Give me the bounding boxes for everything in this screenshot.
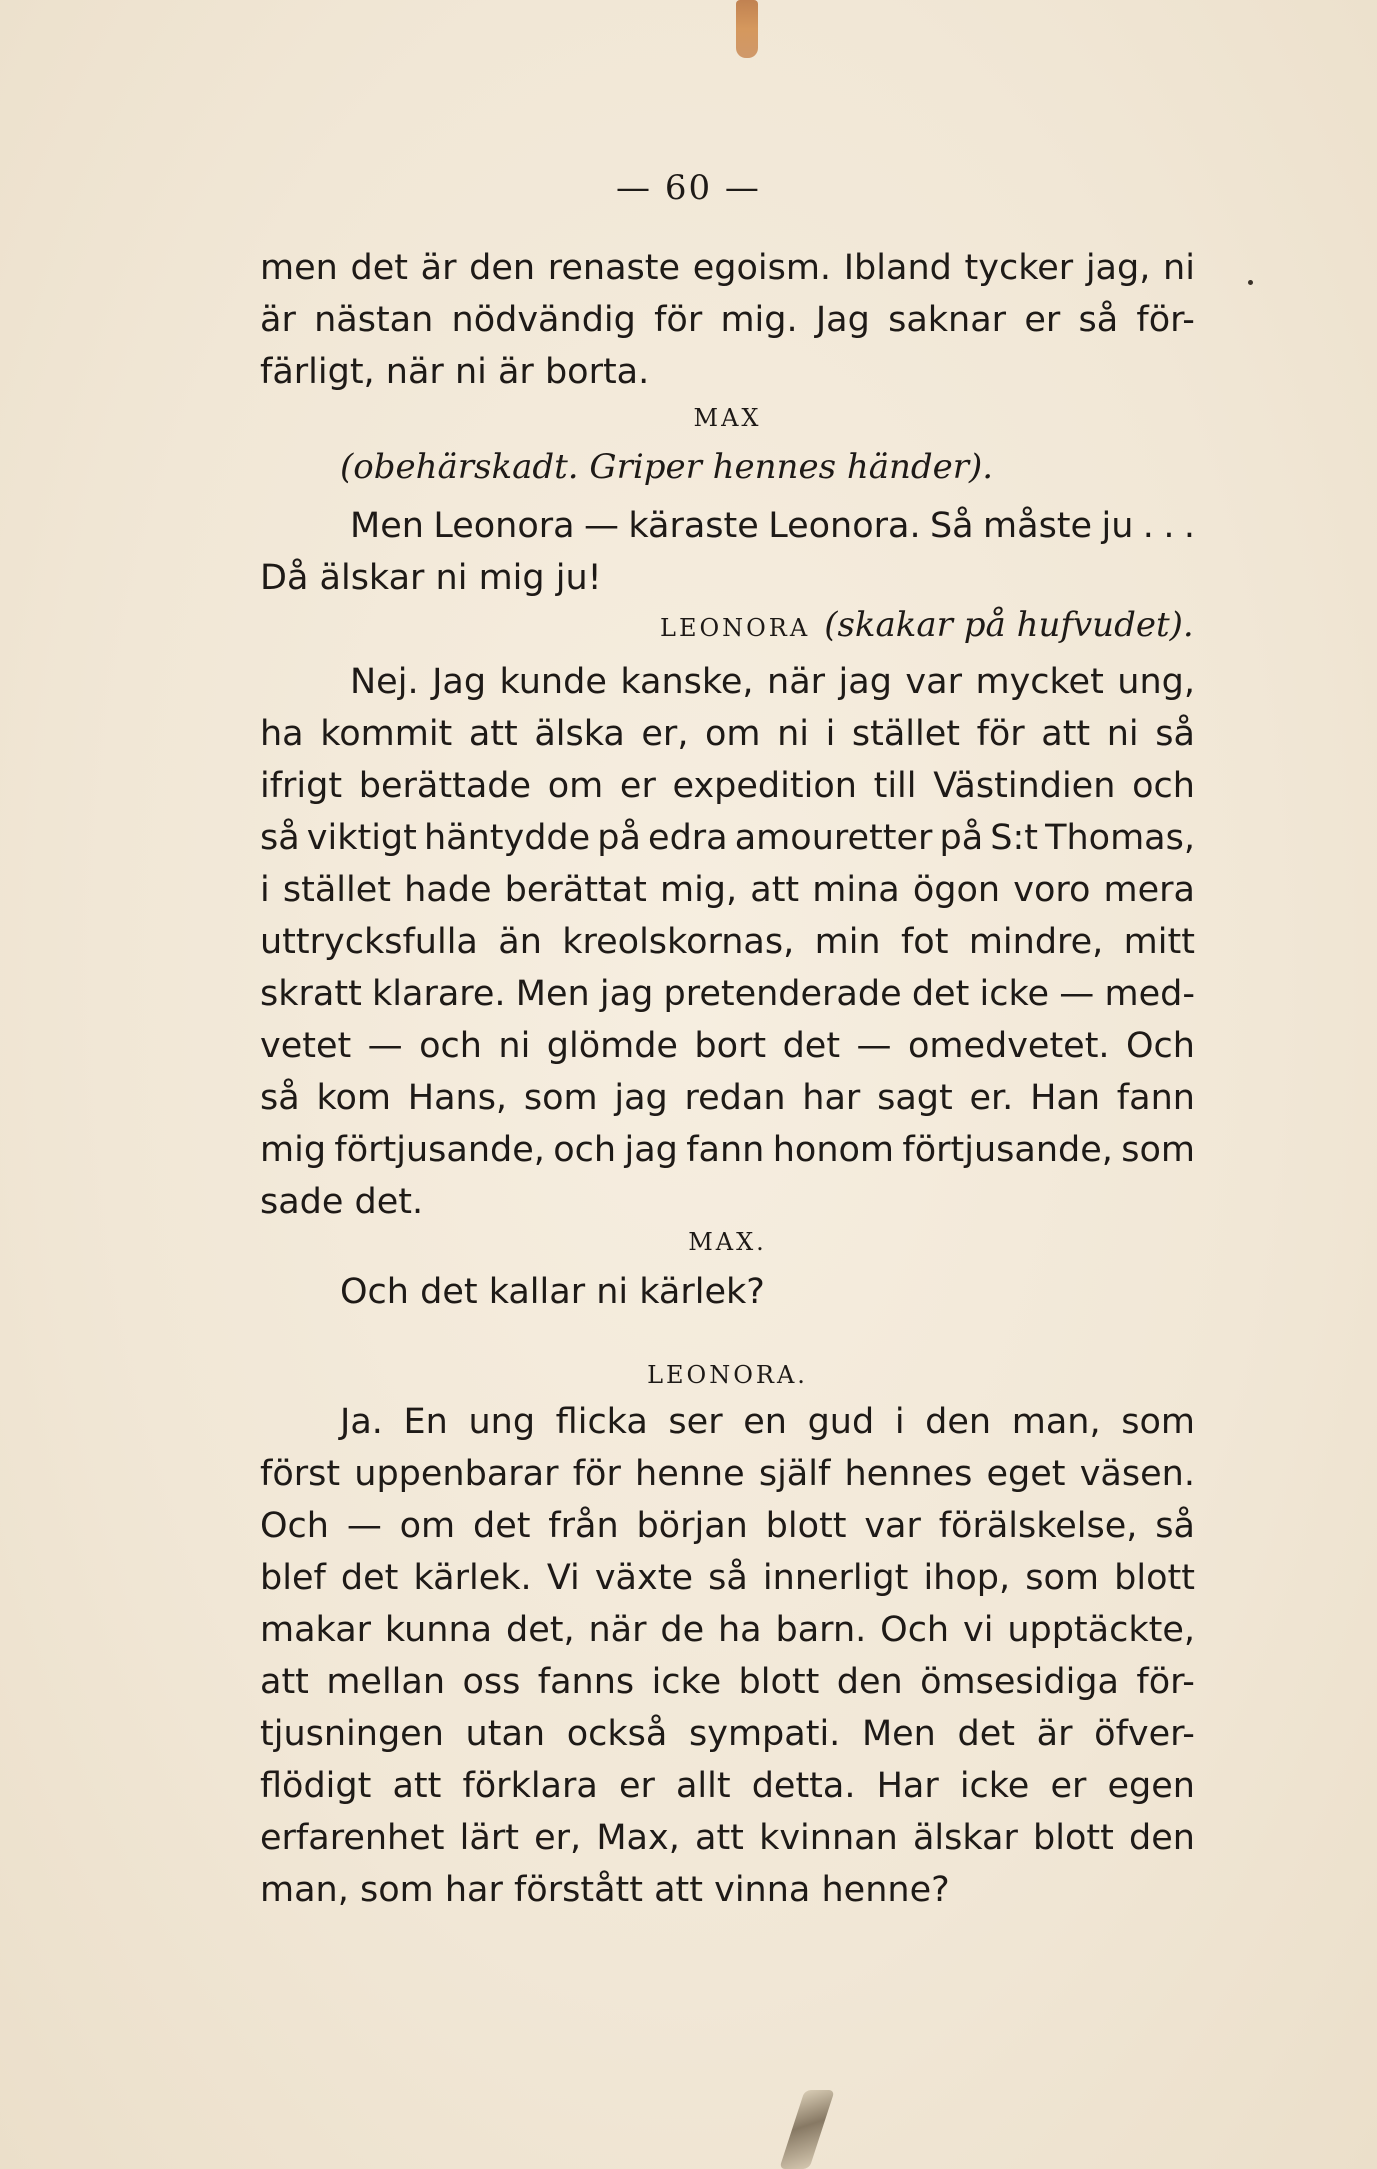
text-line xyxy=(260,708,1195,760)
word: bort xyxy=(694,1026,767,1066)
word: när xyxy=(767,662,826,702)
word: ni xyxy=(1163,248,1195,288)
word: viktigt xyxy=(306,818,417,858)
word: flicka xyxy=(555,1402,648,1442)
word: om xyxy=(399,1506,456,1546)
text-line xyxy=(260,1604,1195,1656)
word: på xyxy=(597,818,641,858)
word: mina xyxy=(812,870,900,910)
paragraph-3 xyxy=(260,656,1195,1228)
word: egen xyxy=(1107,1766,1195,1806)
word: Vi xyxy=(546,1558,580,1598)
word: Thomas, xyxy=(1045,818,1195,858)
word: innerligt xyxy=(762,1558,909,1598)
word: än xyxy=(498,922,542,962)
word: stället xyxy=(282,870,391,910)
word: var xyxy=(905,662,962,702)
word: voro xyxy=(1013,870,1091,910)
word: den xyxy=(925,1402,992,1442)
word: förklara xyxy=(462,1766,598,1806)
word: för- xyxy=(1136,300,1195,340)
word: och xyxy=(419,1026,482,1066)
text-line xyxy=(260,916,1195,968)
word: början xyxy=(636,1506,748,1546)
word: så xyxy=(260,818,300,858)
text-line xyxy=(260,968,1195,1020)
word: er. xyxy=(969,1078,1014,1118)
speaker-max: MAX xyxy=(693,404,762,432)
word: ung xyxy=(468,1402,536,1442)
word: Jag xyxy=(432,662,487,702)
word: kunde xyxy=(499,662,607,702)
text-line xyxy=(260,1760,1195,1812)
word: det xyxy=(782,1026,841,1066)
word: uppenbarar xyxy=(354,1454,559,1494)
text-line xyxy=(260,500,1195,552)
word: flödigt xyxy=(260,1766,372,1806)
word: sympati. xyxy=(689,1714,841,1754)
word: — xyxy=(583,506,619,546)
text-line xyxy=(260,1396,1195,1448)
word: så xyxy=(1078,300,1119,340)
word: att xyxy=(695,1818,744,1858)
word: för xyxy=(976,714,1025,754)
word: honom xyxy=(772,1130,895,1170)
word: nästan xyxy=(314,300,434,340)
text-line xyxy=(260,1708,1195,1760)
stage-direction-2: (skakar på hufvudet). xyxy=(824,605,1194,645)
word: förtjusande, xyxy=(334,1130,545,1170)
word: berättade xyxy=(358,766,532,806)
word: Har xyxy=(876,1766,939,1806)
word: kunna xyxy=(384,1610,493,1650)
word: Och xyxy=(880,1610,950,1650)
word: ser xyxy=(668,1402,723,1442)
word: ni xyxy=(498,1026,531,1066)
text-line: färligt, när ni är borta. xyxy=(260,352,650,392)
word: kom xyxy=(316,1078,391,1118)
word: mig xyxy=(260,1130,327,1170)
word: från xyxy=(548,1506,619,1546)
word: makar xyxy=(260,1610,372,1650)
margin-mark xyxy=(1248,280,1253,285)
word: jag, xyxy=(1085,248,1151,288)
word: jag xyxy=(624,1130,678,1170)
word: tjusningen xyxy=(260,1714,444,1754)
word: mera xyxy=(1103,870,1195,910)
word: er xyxy=(1050,1766,1087,1806)
word: icke xyxy=(651,1662,722,1702)
word: blott xyxy=(738,1662,820,1702)
word: oss xyxy=(462,1662,521,1702)
word: ni xyxy=(1106,714,1139,754)
word: blef xyxy=(260,1558,326,1598)
word: i xyxy=(894,1402,905,1442)
word: kärlek. xyxy=(413,1558,532,1598)
word: som xyxy=(1025,1558,1099,1598)
word: icke xyxy=(959,1766,1030,1806)
word: er, xyxy=(534,1818,582,1858)
word: med- xyxy=(1104,974,1195,1014)
word: i xyxy=(260,870,270,910)
word: ung, xyxy=(1117,662,1195,702)
word: väsen. xyxy=(1079,1454,1195,1494)
word: kvinnan xyxy=(759,1818,898,1858)
text-line: man, som har förstått att vinna henne? xyxy=(260,1870,950,1910)
word: mitt xyxy=(1123,922,1195,962)
word: Men xyxy=(350,506,424,546)
word: förtjusande, xyxy=(902,1130,1113,1170)
word: — xyxy=(856,1026,892,1066)
paragraph-4 xyxy=(260,1266,1195,1318)
word: ifrigt xyxy=(260,766,343,806)
page-number: — 60 — xyxy=(616,168,761,208)
word: berättat xyxy=(504,870,647,910)
word: amouretter xyxy=(734,818,933,858)
word: er xyxy=(619,766,656,806)
paragraph-1 xyxy=(260,242,1195,398)
word: är xyxy=(420,248,457,288)
word: det xyxy=(911,974,970,1014)
word: utan xyxy=(465,1714,546,1754)
text-line xyxy=(260,760,1195,812)
word: icke xyxy=(979,974,1050,1014)
word: ha xyxy=(718,1610,762,1650)
text-line xyxy=(260,656,1195,708)
word: ju xyxy=(1101,506,1134,546)
word: hennes xyxy=(844,1454,973,1494)
word: ihop, xyxy=(923,1558,1011,1598)
word: En xyxy=(403,1402,448,1442)
word: gud xyxy=(807,1402,875,1442)
word: sagt xyxy=(877,1078,953,1118)
word: erfarenhet xyxy=(260,1818,445,1858)
word: Han xyxy=(1030,1078,1101,1118)
word: jag xyxy=(614,1078,668,1118)
word: omedvetet. xyxy=(907,1026,1110,1066)
word: det xyxy=(472,1506,531,1546)
word: Nej. xyxy=(350,662,419,702)
text-line xyxy=(260,1656,1195,1708)
text-line xyxy=(260,1072,1195,1124)
word: måste xyxy=(983,506,1093,546)
word: den xyxy=(836,1662,903,1702)
word: ni xyxy=(777,714,810,754)
text-line xyxy=(260,294,1195,346)
word: ömsesidiga xyxy=(920,1662,1119,1702)
word: hade xyxy=(404,870,492,910)
word: — xyxy=(1059,974,1095,1014)
text-line: sade det. xyxy=(260,1182,424,1222)
word: är xyxy=(1036,1714,1073,1754)
word: har xyxy=(802,1078,861,1118)
word: förälskelse, xyxy=(938,1506,1138,1546)
word: Leonora. xyxy=(768,506,921,546)
word: pretenderade xyxy=(663,974,902,1014)
text-line: Då älskar ni mig ju! xyxy=(260,558,602,598)
word: mig, xyxy=(659,870,738,910)
word: fann xyxy=(1116,1078,1195,1118)
word: jag xyxy=(838,662,892,702)
word: — xyxy=(346,1506,382,1546)
word: käraste xyxy=(628,506,759,546)
word: och xyxy=(1132,766,1195,806)
word: blott xyxy=(765,1506,847,1546)
word: Men xyxy=(861,1714,936,1754)
word: vi xyxy=(963,1610,994,1650)
text-line xyxy=(260,812,1195,864)
word: är xyxy=(260,300,296,340)
word: er xyxy=(618,1766,655,1806)
word: den xyxy=(1129,1818,1195,1858)
word: . xyxy=(1183,506,1195,546)
word: stället xyxy=(851,714,960,754)
word: själf xyxy=(758,1454,831,1494)
word: fot xyxy=(900,922,949,962)
word: vetet xyxy=(260,1026,352,1066)
word: att xyxy=(468,714,518,754)
stage-direction-1: (obehärskadt. Griper hennes händer). xyxy=(340,447,994,487)
text-line: Och det kallar ni kärlek? xyxy=(340,1272,765,1312)
word: för xyxy=(572,1454,621,1494)
word: S:t xyxy=(990,818,1038,858)
text-line xyxy=(260,1812,1195,1864)
word: expedition xyxy=(672,766,857,806)
word: egoism. xyxy=(692,248,832,288)
word: häntydde xyxy=(423,818,591,858)
word: på xyxy=(939,818,984,858)
word: det xyxy=(957,1714,1016,1754)
word: för xyxy=(654,300,703,340)
word: detta. xyxy=(751,1766,856,1806)
word: till xyxy=(873,766,917,806)
text-line xyxy=(260,1124,1195,1176)
word: Hans, xyxy=(407,1078,508,1118)
word: att xyxy=(260,1662,309,1702)
word: älskar xyxy=(912,1818,1018,1858)
word: blott xyxy=(1033,1818,1114,1858)
word: kommit xyxy=(320,714,453,754)
speaker-line-leonora xyxy=(660,600,1200,650)
paragraph-5 xyxy=(260,1396,1195,1916)
word: om xyxy=(705,714,761,754)
word: som xyxy=(1121,1130,1195,1170)
word: henne xyxy=(635,1454,745,1494)
word: lärt xyxy=(459,1818,519,1858)
word: fann xyxy=(686,1130,765,1170)
word: blott xyxy=(1114,1558,1195,1598)
word: jag xyxy=(599,974,654,1014)
word: älska xyxy=(534,714,625,754)
word: som xyxy=(1121,1402,1195,1442)
word: så xyxy=(708,1558,748,1598)
word: min xyxy=(814,922,881,962)
word: edra xyxy=(648,818,728,858)
word: . xyxy=(1142,506,1154,546)
word: eget xyxy=(986,1454,1066,1494)
paragraph-2 xyxy=(260,500,1195,604)
word: Ja. xyxy=(340,1402,383,1442)
word: det xyxy=(340,1558,399,1598)
text-line xyxy=(260,1448,1195,1500)
text-line xyxy=(260,1552,1195,1604)
speaker-max-2: MAX. xyxy=(688,1228,767,1256)
word: men xyxy=(260,248,338,288)
word: det, xyxy=(505,1610,575,1650)
speaker-leonora-2: LEONORA. xyxy=(647,1361,808,1389)
word: renaste xyxy=(547,248,681,288)
word: — xyxy=(367,1026,403,1066)
word: skratt xyxy=(260,974,362,1014)
word: de xyxy=(660,1610,705,1650)
text-line xyxy=(260,242,1195,294)
word: så xyxy=(1155,714,1195,754)
word: saknar xyxy=(888,300,1007,340)
text-line xyxy=(260,1020,1195,1072)
word: Men xyxy=(515,974,590,1014)
word: att xyxy=(1041,714,1091,754)
word: mycket xyxy=(975,662,1104,702)
word: er, xyxy=(641,714,689,754)
word: glömde xyxy=(546,1026,678,1066)
text-line xyxy=(260,1500,1195,1552)
word: Och xyxy=(260,1506,329,1546)
speaker-leonora: LEONORA xyxy=(660,614,811,642)
word: det xyxy=(350,248,408,288)
word: om xyxy=(547,766,604,806)
word: att xyxy=(392,1766,442,1806)
word: redan xyxy=(684,1078,786,1118)
word: Leonora xyxy=(433,506,575,546)
word: Max, xyxy=(596,1818,680,1858)
word: klarare. xyxy=(372,974,506,1014)
word: . xyxy=(1163,506,1175,546)
word: ha xyxy=(260,714,304,754)
word: att xyxy=(750,870,800,910)
word: nödvändig xyxy=(451,300,636,340)
word: Och xyxy=(1125,1026,1195,1066)
word: Västindien xyxy=(933,766,1116,806)
word: kanske, xyxy=(620,662,754,702)
word: mellan xyxy=(326,1662,446,1702)
word: uttrycksfulla xyxy=(260,922,478,962)
word: mig. xyxy=(720,300,798,340)
word: var xyxy=(864,1506,921,1546)
word: er xyxy=(1024,300,1061,340)
word: kreolskornas, xyxy=(562,922,795,962)
word: en xyxy=(743,1402,787,1442)
word: upptäckte, xyxy=(1007,1610,1195,1650)
word: man, xyxy=(1011,1402,1101,1442)
word: så xyxy=(1155,1506,1195,1546)
word: den xyxy=(469,248,536,288)
word: för- xyxy=(1136,1662,1195,1702)
word: ögon xyxy=(912,870,1001,910)
word: så xyxy=(260,1078,300,1118)
word: tycker xyxy=(964,248,1074,288)
word: fanns xyxy=(537,1662,635,1702)
text-line xyxy=(260,864,1195,916)
word: som xyxy=(523,1078,598,1118)
word: mindre, xyxy=(968,922,1104,962)
word: öfver- xyxy=(1094,1714,1195,1754)
paper-stain-bottom xyxy=(779,2090,835,2169)
word: växte xyxy=(594,1558,693,1598)
word: barn. xyxy=(775,1610,867,1650)
paper-stain-top xyxy=(736,0,758,58)
word: också xyxy=(566,1714,668,1754)
word: Jag xyxy=(815,300,870,340)
word: i xyxy=(825,714,836,754)
word: och xyxy=(553,1130,617,1170)
word: allt xyxy=(675,1766,731,1806)
word: när xyxy=(588,1610,647,1650)
word: Så xyxy=(929,506,974,546)
word: först xyxy=(260,1454,341,1494)
word: Ibland xyxy=(843,248,952,288)
